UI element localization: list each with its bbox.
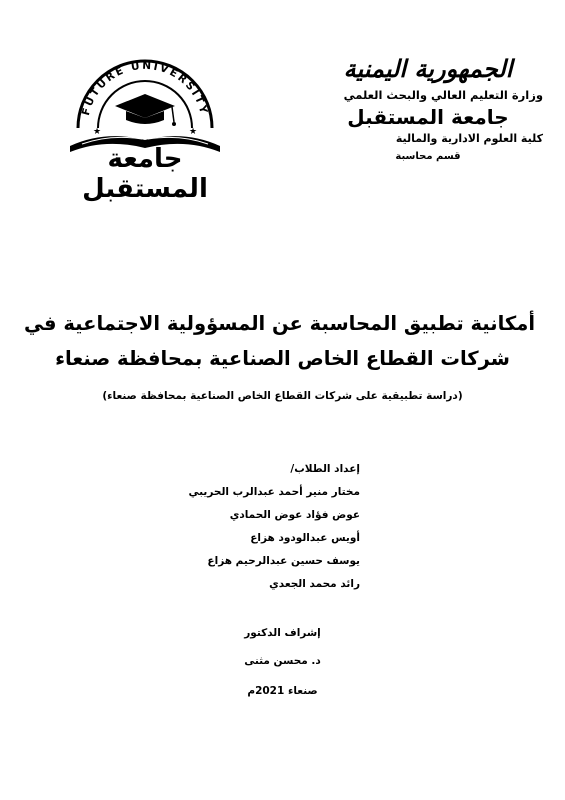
students-label: إعداد الطلاب/	[290, 463, 360, 475]
research-title	[24, 306, 535, 376]
research-subtitle: (دراسة تطبيقية على شركات القطاع الخاص الصناعية بمحافظة صنعاء)	[102, 390, 463, 402]
student-name: مختار منير أحمد عبدالرب الحريبي	[188, 486, 360, 498]
logo-arc-text: FUTURE UNIVERSITY	[79, 59, 211, 117]
department-name: قسم محاسبة	[395, 151, 461, 162]
svg-text:★: ★	[93, 127, 102, 137]
title-line-2: شركات القطاع الخاص الصناعية بمحافظة صنعاء	[55, 347, 510, 370]
supervisor-block	[180, 624, 385, 700]
svg-text:★: ★	[189, 127, 198, 137]
logo-university-name: جامعة المستقبل	[82, 144, 208, 204]
student-name: يوسف حسين عبدالرحيم هزاع	[207, 555, 360, 567]
student-name: عوض فؤاد عوض الحمادي	[229, 509, 360, 521]
place-date: صنعاء 2021م	[247, 685, 318, 697]
student-name: رائد محمد الجعدي	[269, 578, 360, 590]
supervisor-name: د. محسن مثنى	[244, 655, 321, 667]
title-line-1: أمكانية تطبيق المحاسبة عن المسؤولية الاجتماعية في	[24, 312, 535, 335]
ministry-name: وزارة التعليم العالي والبحث العلمي	[343, 88, 543, 102]
official-header	[313, 55, 543, 164]
republic-name: الجمهورية اليمنية	[343, 54, 513, 83]
student-name: أويس عبدالودود هزاع	[250, 532, 360, 544]
university-name: جامعة المستقبل	[347, 105, 509, 129]
faculty-name: كلية العلوم الادارية والمالية	[395, 132, 543, 145]
supervisor-label: إشراف الدكتور	[244, 627, 321, 639]
students-block	[160, 458, 360, 596]
